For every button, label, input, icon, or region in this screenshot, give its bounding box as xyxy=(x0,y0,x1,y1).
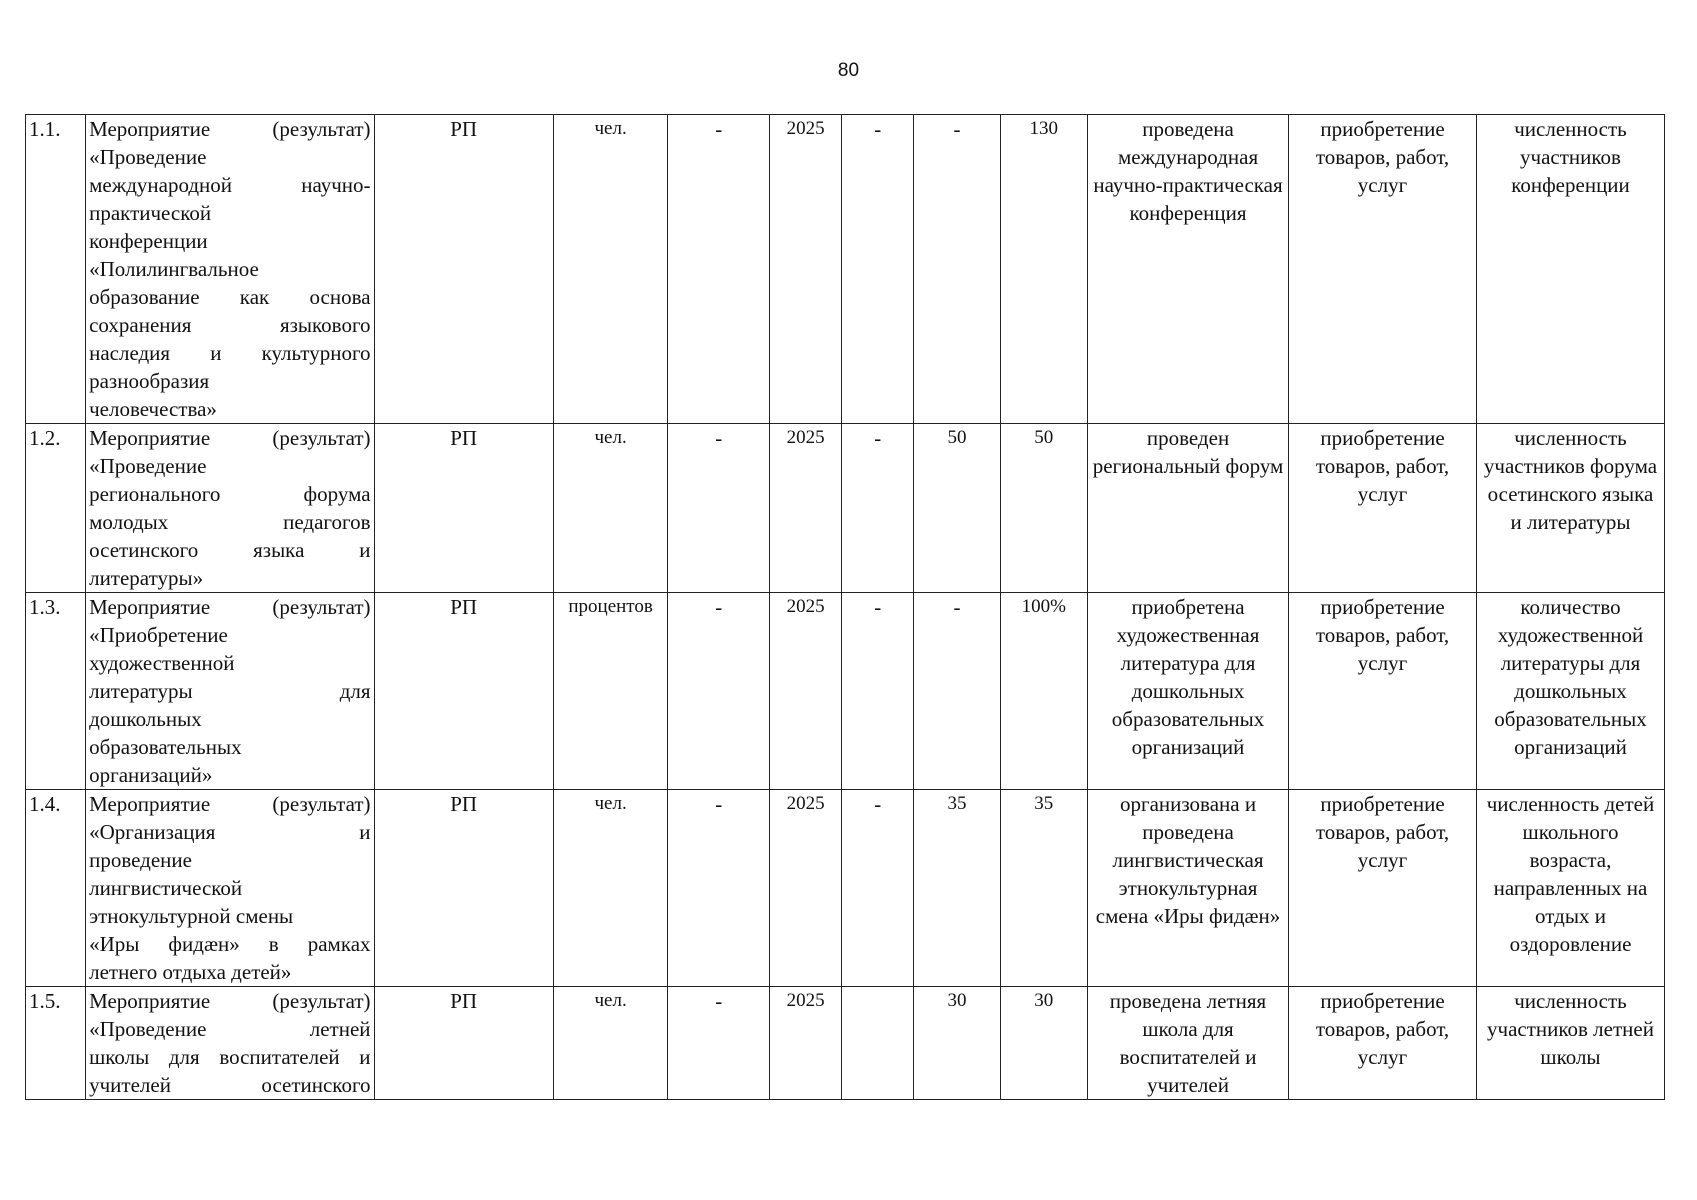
responsibility-level: РП xyxy=(374,593,553,790)
value-2: 35 xyxy=(914,790,1000,987)
value-1: - xyxy=(842,115,914,424)
page-number: 80 xyxy=(837,60,860,81)
table-row xyxy=(26,424,1665,593)
indicator: численность участников конференции xyxy=(1476,115,1664,424)
table-row xyxy=(26,987,1665,1100)
table-row xyxy=(26,593,1665,790)
year: 2025 xyxy=(770,424,842,593)
measure-name: Мероприятие (результат) «Проведение регионального форума молодых педагогов осетинского языка и литературы» xyxy=(86,424,374,593)
result-description: проведена летняя школа для воспитателей и учителей xyxy=(1088,987,1289,1100)
indicator: численность детей школьного возраста, направленных на отдых и оздоровление xyxy=(1476,790,1664,987)
base-value: - xyxy=(668,115,770,424)
measure-type: приобретение товаров, работ, услуг xyxy=(1289,593,1477,790)
table-row xyxy=(26,790,1665,987)
value-3: 30 xyxy=(1000,987,1087,1100)
value-1 xyxy=(842,987,914,1100)
result-description: приобретена художественная литература для дошкольных образовательных организаций xyxy=(1088,593,1289,790)
result-description: организована и проведена лингвистическая этнокультурная смена «Иры фидæн» xyxy=(1088,790,1289,987)
value-3: 100% xyxy=(1000,593,1087,790)
row-number: 1.3. xyxy=(26,593,86,790)
measure-type: приобретение товаров, работ, услуг xyxy=(1289,790,1477,987)
row-number: 1.4. xyxy=(26,790,86,987)
measure-type: приобретение товаров, работ, услуг xyxy=(1289,987,1477,1100)
result-description: проведена международная научно-практическая конференция xyxy=(1088,115,1289,424)
year: 2025 xyxy=(770,593,842,790)
value-3: 130 xyxy=(1000,115,1087,424)
value-2: - xyxy=(914,593,1000,790)
measure-name: Мероприятие (результат) «Проведение летней школы для воспитателей и учителей осетинского xyxy=(86,987,374,1100)
value-3: 35 xyxy=(1000,790,1087,987)
measure-name: Мероприятие (результат) «Приобретение художественной литературы для дошкольных образовательных организаций» xyxy=(86,593,374,790)
base-value: - xyxy=(668,790,770,987)
responsibility-level: РП xyxy=(374,790,553,987)
value-3: 50 xyxy=(1000,424,1087,593)
base-value: - xyxy=(668,593,770,790)
measures-table xyxy=(25,114,1665,1100)
unit-of-measure: чел. xyxy=(553,790,668,987)
value-1: - xyxy=(842,424,914,593)
unit-of-measure: чел. xyxy=(553,987,668,1100)
value-2: - xyxy=(914,115,1000,424)
indicator: численность участников форума осетинского языка и литературы xyxy=(1476,424,1664,593)
value-1: - xyxy=(842,593,914,790)
value-1: - xyxy=(842,790,914,987)
row-number: 1.1. xyxy=(26,115,86,424)
measure-type: приобретение товаров, работ, услуг xyxy=(1289,424,1477,593)
year: 2025 xyxy=(770,987,842,1100)
value-2: 30 xyxy=(914,987,1000,1100)
measure-name: Мероприятие (результат) «Организация и проведение лингвистической этнокультурной смены «Иры фидæн» в рамках летнего отдыха детей» xyxy=(86,790,374,987)
value-2: 50 xyxy=(914,424,1000,593)
row-number: 1.2. xyxy=(26,424,86,593)
unit-of-measure: процентов xyxy=(553,593,668,790)
responsibility-level: РП xyxy=(374,987,553,1100)
unit-of-measure: чел. xyxy=(553,115,668,424)
row-number: 1.5. xyxy=(26,987,86,1100)
result-description: проведен региональный форум xyxy=(1088,424,1289,593)
table-body xyxy=(26,115,1665,1100)
table-row xyxy=(26,115,1665,424)
year: 2025 xyxy=(770,115,842,424)
base-value: - xyxy=(668,424,770,593)
unit-of-measure: чел. xyxy=(553,424,668,593)
measure-type: приобретение товаров, работ, услуг xyxy=(1289,115,1477,424)
base-value: - xyxy=(668,987,770,1100)
responsibility-level: РП xyxy=(374,424,553,593)
responsibility-level: РП xyxy=(374,115,553,424)
measure-name: Мероприятие (результат) «Проведение международной научно- практической конференции «Полилингвальное образование как основа сохранения языкового наследия и культурного разнообразия человечества» xyxy=(86,115,374,424)
indicator: численность участников летней школы xyxy=(1476,987,1664,1100)
indicator: количество художественной литературы для дошкольных образовательных организаций xyxy=(1476,593,1664,790)
year: 2025 xyxy=(770,790,842,987)
